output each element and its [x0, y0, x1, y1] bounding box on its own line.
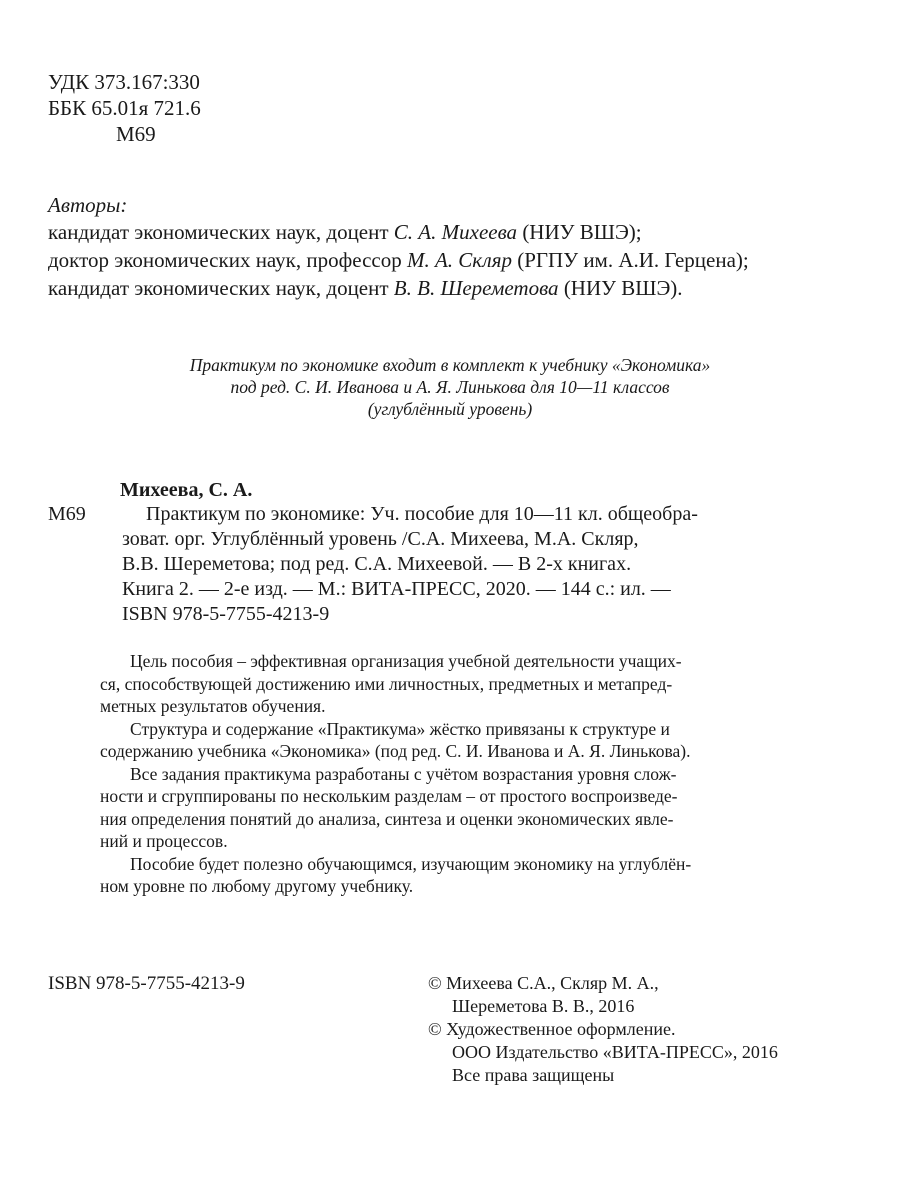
annotation-line: метных результатов обучения. [100, 696, 326, 716]
author-line-2 [48, 247, 749, 273]
author-credentials: кандидат экономических наук, доцент [48, 220, 394, 244]
annotation-line: ности и сгруппированы по нескольким разделам – от простого воспроизведе- [100, 786, 678, 806]
catalog-mark: М69 [48, 503, 86, 525]
author-line-1 [48, 219, 642, 245]
copyright-line: ООО Издательство «ВИТА-ПРЕСС», 2016 [452, 1042, 778, 1062]
footer-isbn: ISBN 978-5-7755-4213-9 [48, 973, 245, 994]
author-credentials: доктор экономических наук, профессор [48, 248, 407, 272]
catalog-line: зоват. орг. Углублённый уровень /С.А. Михеева, М.А. Скляр, [122, 528, 639, 550]
annotation-line: Структура и содержание «Практикума» жёстко привязаны к структуре и [130, 718, 670, 739]
kit-note-line: Практикум по экономике входит в комплект к учебнику «Экономика» [189, 355, 711, 375]
copyright-line: © Михеева С.А., Скляр М. А., [428, 973, 659, 993]
catalog-author: Михеева, С. А. [120, 479, 253, 501]
catalog-line: Книга 2. — 2-е изд. — М.: ВИТА-ПРЕСС, 2020. — 144 с.: ил. — [122, 578, 671, 600]
catalog-line: ISBN 978-5-7755-4213-9 [122, 603, 330, 625]
author-mark: М69 [116, 122, 156, 146]
kit-note-line: под ред. С. И. Иванова и А. Я. Линькова для 10—11 классов [230, 377, 670, 397]
author-line-3 [48, 275, 683, 301]
annotation-line: Пособие будет полезно обучающимся, изучающим экономику на углублён- [130, 853, 692, 874]
annotation-line: Все задания практикума разработаны с учётом возрастания уровня слож- [130, 763, 677, 784]
author-affiliation: (НИУ ВШЭ). [558, 276, 683, 300]
copyright-block [428, 972, 778, 1087]
copyright-line: Шереметова В. В., 2016 [452, 996, 635, 1016]
annotation-line: ном уровне по любому другому учебнику. [100, 876, 414, 896]
kit-note-line: (углублённый уровень) [367, 399, 533, 419]
annotation-line: ний и процессов. [100, 831, 228, 851]
author-name: М. А. Скляр [406, 248, 512, 272]
author-name: В. В. Шереметова [393, 276, 559, 300]
annotation [100, 650, 880, 898]
kit-note [60, 354, 840, 420]
annotation-line: ния определения понятий до анализа, синтеза и оценки экономических явле- [100, 808, 674, 829]
udk-code: УДК 373.167:330 [48, 70, 200, 94]
author-affiliation: (РГПУ им. А.И. Герцена); [511, 248, 749, 272]
catalog-entry [122, 502, 834, 627]
bbk-code: ББК 65.01я 721.6 [48, 96, 201, 120]
authors-heading: Авторы: [48, 193, 128, 217]
author-affiliation: (НИУ ВШЭ); [517, 220, 642, 244]
annotation-line: содержанию учебника «Экономика» (под ред. С. И. Иванова и А. Я. Линькова). [100, 741, 691, 761]
annotation-line: ся, способствующей достижению ими личностных, предметных и метапред- [100, 673, 673, 694]
annotation-line: Цель пособия – эффективная организация учебной деятельности учащих- [130, 651, 682, 671]
copyright-line: Все права защищены [452, 1065, 615, 1085]
catalog-line: В.В. Шереметова; под ред. С.А. Михеевой. — В 2-х книгах. [122, 553, 632, 575]
catalog-line: Практикум по экономике: Уч. пособие для 10—11 кл. общеобра- [146, 503, 698, 525]
copyright-line: © Художественное оформление. [428, 1019, 676, 1039]
author-name: С. А. Михеева [393, 220, 518, 244]
author-credentials: кандидат экономических наук, доцент [48, 276, 394, 300]
